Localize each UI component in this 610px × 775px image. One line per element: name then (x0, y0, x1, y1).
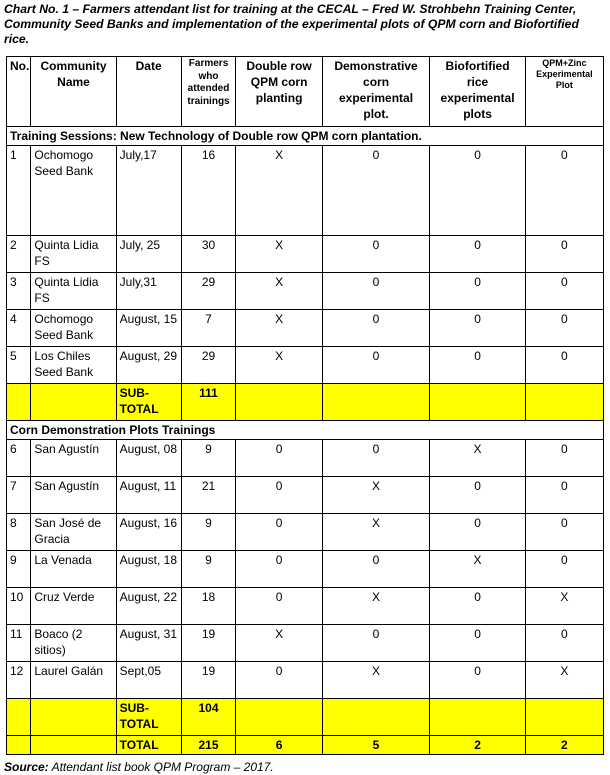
table-row (7, 273, 604, 310)
training-date: August, 18 (116, 551, 181, 588)
subtotal-value: 104 (181, 699, 236, 736)
header-farmers: Farmers who attended trainings (181, 57, 236, 127)
demo-corn-mark: X (322, 662, 430, 699)
biofortified-mark: 0 (430, 347, 525, 384)
training-date: Sept,05 (116, 662, 181, 699)
farmers-count: 29 (181, 347, 236, 384)
training-date: August, 16 (116, 514, 181, 551)
section2-title: Corn Demonstration Plots Trainings (7, 421, 604, 440)
total-biofortified: 2 (430, 736, 525, 755)
header-qpm-zinc: QPM+Zinc Experimental Plot (525, 57, 603, 127)
biofortified-mark: 0 (430, 236, 525, 273)
empty-cell (525, 384, 603, 421)
empty-cell (322, 384, 430, 421)
header-no: No. (7, 57, 31, 127)
demo-corn-mark: X (322, 477, 430, 514)
community-name: Ochomogo Seed Bank (31, 146, 116, 236)
double-row-mark: X (236, 236, 322, 273)
farmers-count: 18 (181, 588, 236, 625)
row-number: 5 (7, 347, 31, 384)
empty-cell (7, 699, 31, 736)
total-qpm-zinc: 2 (525, 736, 603, 755)
source-label: Source: (4, 760, 49, 774)
biofortified-mark: 0 (430, 273, 525, 310)
subtotal-row (7, 384, 604, 421)
row-number: 7 (7, 477, 31, 514)
empty-cell (430, 384, 525, 421)
training-date: August, 31 (116, 625, 181, 662)
demo-corn-mark: 0 (322, 236, 430, 273)
community-name: San Agustín (31, 477, 116, 514)
table-row (7, 514, 604, 551)
row-number: 10 (7, 588, 31, 625)
farmers-count: 19 (181, 662, 236, 699)
biofortified-mark: 0 (430, 310, 525, 347)
biofortified-mark: X (430, 551, 525, 588)
qpm-zinc-mark: 0 (525, 310, 603, 347)
demo-corn-mark: X (322, 514, 430, 551)
community-name: Ochomogo Seed Bank (31, 310, 116, 347)
subtotal-label: SUB-TOTAL (116, 699, 181, 736)
demo-corn-mark: 0 (322, 440, 430, 477)
qpm-zinc-mark: 0 (525, 146, 603, 236)
total-farmers: 215 (181, 736, 236, 755)
subtotal-row (7, 699, 604, 736)
attendance-table (6, 56, 604, 755)
table-row (7, 551, 604, 588)
community-name: Boaco (2 sitios) (31, 625, 116, 662)
farmers-count: 30 (181, 236, 236, 273)
farmers-count: 9 (181, 440, 236, 477)
header-biofortified: Biofortified rice experimental plots (430, 57, 525, 127)
empty-cell (430, 699, 525, 736)
header-row (7, 57, 604, 127)
source-note (4, 760, 274, 774)
qpm-zinc-mark: 0 (525, 440, 603, 477)
section1-title: Training Sessions: New Technology of Double row QPM corn plantation. (7, 127, 604, 146)
row-number: 9 (7, 551, 31, 588)
demo-corn-mark: 0 (322, 625, 430, 662)
farmers-count: 9 (181, 514, 236, 551)
demo-corn-mark: 0 (322, 273, 430, 310)
table-row (7, 310, 604, 347)
double-row-mark: 0 (236, 551, 322, 588)
community-name: Los Chiles Seed Bank (31, 347, 116, 384)
empty-cell (7, 384, 31, 421)
empty-cell (31, 736, 116, 755)
total-label: TOTAL (116, 736, 181, 755)
empty-cell (31, 384, 116, 421)
empty-cell (322, 699, 430, 736)
demo-corn-mark: 0 (322, 347, 430, 384)
biofortified-mark: 0 (430, 146, 525, 236)
training-date: August, 22 (116, 588, 181, 625)
header-date: Date (116, 57, 181, 127)
source-text: Attendant list book QPM Program – 2017. (48, 760, 274, 774)
demo-corn-mark: 0 (322, 551, 430, 588)
table-caption: Chart No. 1 – Farmers attendant list for training at the CECAL – Fred W. Strohbehn Training Center, Community Seed Banks and implementation of the experimental plots of QPM corn and Biofortified rice. (4, 2, 579, 46)
double-row-mark: X (236, 347, 322, 384)
training-date: August, 15 (116, 310, 181, 347)
training-date: August, 11 (116, 477, 181, 514)
farmers-count: 19 (181, 625, 236, 662)
empty-cell (525, 699, 603, 736)
empty-cell (236, 384, 322, 421)
row-number: 11 (7, 625, 31, 662)
demo-corn-mark: 0 (322, 146, 430, 236)
training-date: July, 25 (116, 236, 181, 273)
qpm-zinc-mark: 0 (525, 273, 603, 310)
farmers-count: 9 (181, 551, 236, 588)
header-demo-corn: Demonstrative corn experimental plot. (322, 57, 430, 127)
farmers-count: 7 (181, 310, 236, 347)
table-row (7, 440, 604, 477)
double-row-mark: X (236, 273, 322, 310)
biofortified-mark: X (430, 440, 525, 477)
community-name: San José de Gracia (31, 514, 116, 551)
empty-cell (236, 699, 322, 736)
training-date: July,17 (116, 146, 181, 236)
biofortified-mark: 0 (430, 477, 525, 514)
community-name: Quinta Lidia FS (31, 273, 116, 310)
row-number: 3 (7, 273, 31, 310)
table-row (7, 236, 604, 273)
total-double-row: 6 (236, 736, 322, 755)
header-double-row: Double row QPM corn planting (236, 57, 322, 127)
row-number: 8 (7, 514, 31, 551)
community-name: La Venada (31, 551, 116, 588)
farmers-count: 21 (181, 477, 236, 514)
row-number: 2 (7, 236, 31, 273)
demo-corn-mark: X (322, 588, 430, 625)
community-name: Laurel Galán (31, 662, 116, 699)
biofortified-mark: 0 (430, 625, 525, 662)
empty-cell (31, 699, 116, 736)
row-number: 1 (7, 146, 31, 236)
row-number: 4 (7, 310, 31, 347)
biofortified-mark: 0 (430, 514, 525, 551)
total-row (7, 736, 604, 755)
double-row-mark: 0 (236, 514, 322, 551)
community-name: Cruz Verde (31, 588, 116, 625)
training-date: August, 29 (116, 347, 181, 384)
demo-corn-mark: 0 (322, 310, 430, 347)
table-row (7, 347, 604, 384)
header-community: Community Name (31, 57, 116, 127)
table-row (7, 588, 604, 625)
table-row (7, 477, 604, 514)
section1-row (7, 127, 604, 146)
qpm-zinc-mark: 0 (525, 514, 603, 551)
row-number: 6 (7, 440, 31, 477)
total-demo-corn: 5 (322, 736, 430, 755)
community-name: San Agustín (31, 440, 116, 477)
table-row (7, 625, 604, 662)
double-row-mark: 0 (236, 440, 322, 477)
double-row-mark: X (236, 146, 322, 236)
subtotal-value: 111 (181, 384, 236, 421)
empty-cell (7, 736, 31, 755)
training-date: August, 08 (116, 440, 181, 477)
table-row (7, 146, 604, 236)
row-number: 12 (7, 662, 31, 699)
double-row-mark: 0 (236, 588, 322, 625)
double-row-mark: X (236, 625, 322, 662)
community-name: Quinta Lidia FS (31, 236, 116, 273)
qpm-zinc-mark: 0 (525, 347, 603, 384)
biofortified-mark: 0 (430, 588, 525, 625)
qpm-zinc-mark: X (525, 588, 603, 625)
qpm-zinc-mark: 0 (525, 551, 603, 588)
biofortified-mark: 0 (430, 662, 525, 699)
training-date: July,31 (116, 273, 181, 310)
double-row-mark: 0 (236, 477, 322, 514)
double-row-mark: 0 (236, 662, 322, 699)
farmers-count: 16 (181, 146, 236, 236)
qpm-zinc-mark: 0 (525, 625, 603, 662)
double-row-mark: X (236, 310, 322, 347)
section2-row (7, 421, 604, 440)
qpm-zinc-mark: X (525, 662, 603, 699)
farmers-count: 29 (181, 273, 236, 310)
qpm-zinc-mark: 0 (525, 477, 603, 514)
subtotal-label: SUB-TOTAL (116, 384, 181, 421)
qpm-zinc-mark: 0 (525, 236, 603, 273)
table-row (7, 662, 604, 699)
